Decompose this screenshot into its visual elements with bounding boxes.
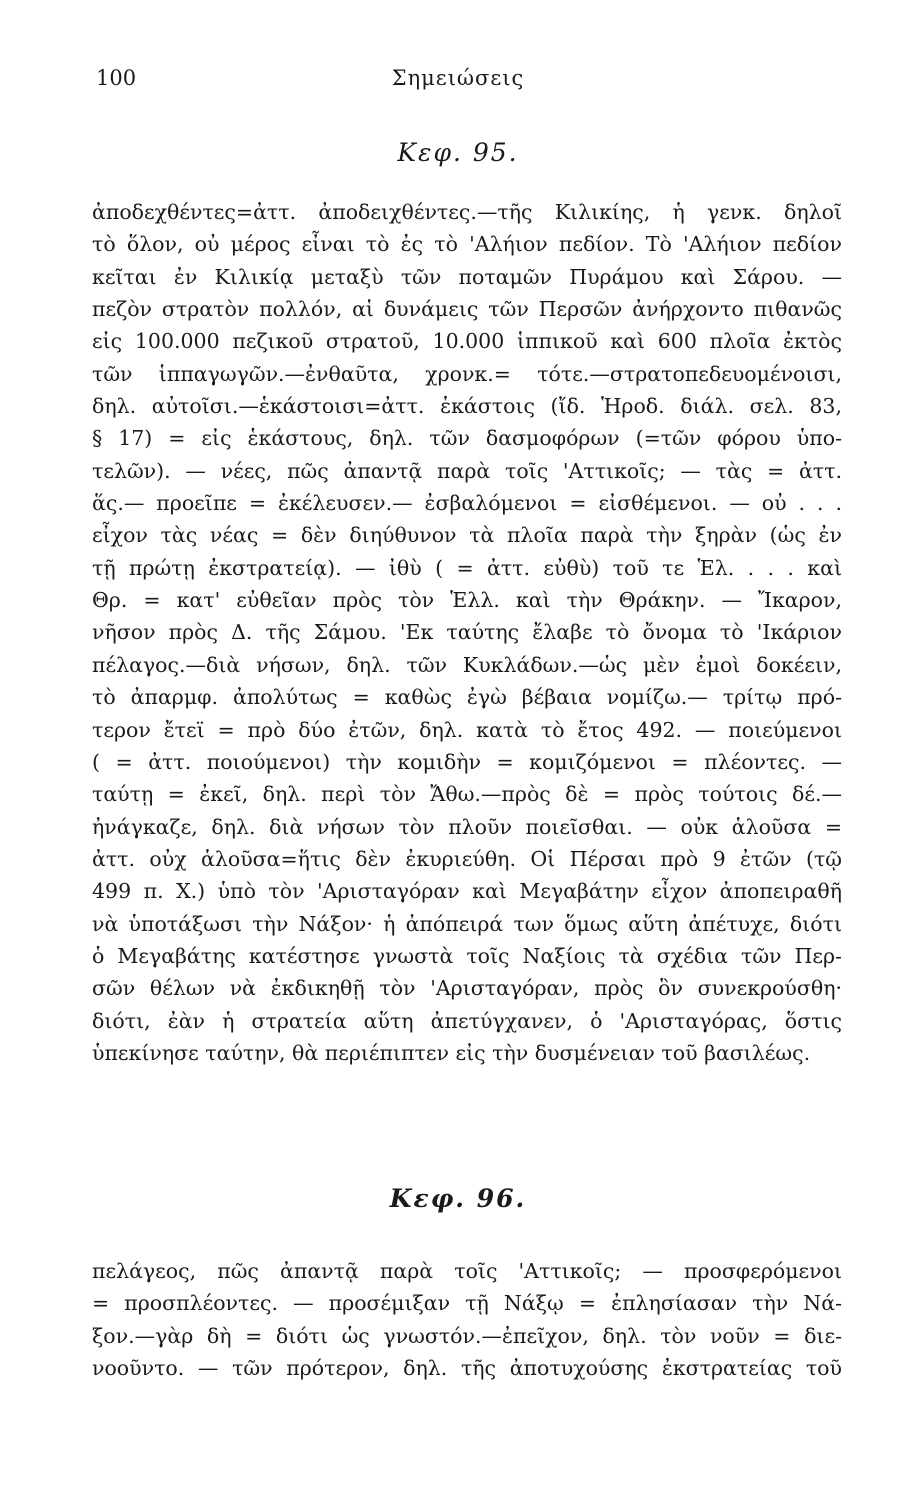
text-line: τὸ ὅλον, οὐ μέρος εἶναι τὸ ἐς τὸ 'Αλήιον πεδίον. Τὸ 'Αλήιον πεδίον: [92, 232, 842, 257]
text-line: τῶν ἱππαγωγῶν.—ἐνθαῦτα, χρονκ.= τότε.—στρατοπεδευομένοισι,: [92, 361, 842, 386]
chapter-heading-96: Κεφ. 96.: [389, 1184, 527, 1213]
text-line: νῆσον πρὸς Δ. τῆς Σάμου. 'Εκ ταύτης ἔλαβε τὸ ὄνομα τὸ 'Ικάριον: [92, 620, 842, 645]
chapter-heading-95: Κεφ. 95.: [397, 138, 519, 167]
text-line: τελῶν). — νέες, πῶς ἀπαντᾷ παρὰ τοῖς 'Αττικοῖς; — τὰς = ἀττ.: [92, 458, 842, 483]
chapter-96-text: [92, 1255, 842, 1384]
text-line: σῶν θέλων νὰ ἐκδικηθῇ τὸν 'Αρισταγόραν, πρὸς ὃν συνεκρούσθη·: [92, 976, 842, 1001]
text-line: ἀποδεχθέντες=ἀττ. ἀποδειχθέντες.—τῆς Κιλικίης, ἡ γενκ. δηλοῖ: [92, 200, 842, 224]
text-line: διότι, ἐὰν ἡ στρατεία αὕτη ἀπετύγχανεν, ὁ 'Αρισταγόρας, ὅστις: [92, 1008, 842, 1033]
text-line: τὸ ἀπαρμφ. ἀπολύτως = καθὼς ἐγὼ βέβαια νομίζω.— τρίτῳ πρό-: [92, 685, 842, 710]
page-number: 100: [96, 66, 137, 90]
text-line: εἶχον τὰς νέας = δὲν διηύθυνον τὰ πλοῖα παρὰ τὴν ξηρὰν (ὡς ἐν: [92, 523, 842, 548]
text-line: ταύτῃ = ἐκεῖ, δηλ. περὶ τὸν Ἄθω.—πρὸς δὲ = πρὸς τούτοις δέ.—: [92, 782, 842, 807]
text-line: ὁ Μεγαβάτης κατέστησε γνωστὰ τοῖς Ναξίοις τὰ σχέδια τῶν Περ-: [92, 943, 842, 968]
chapter-95-text: [92, 196, 842, 1069]
text-line: 499 π. Χ.) ὑπὸ τὸν 'Αρισταγόραν καὶ Μεγαβάτην εἶχον ἀποπειραθῆ: [92, 879, 842, 904]
text-line: ὑπεκίνησε ταύτην, θὰ περιέπιπτεν εἰς τὴν δυσμένειαν τοῦ βασιλέως.: [92, 1040, 811, 1065]
text-line: ἠνάγκαζε, δηλ. διὰ νήσων τὸν πλοῦν ποιεῖσθαι. — οὐκ ἁλοῦσα =: [92, 814, 842, 839]
text-line: νοοῦντο. — τῶν πρότερον, δηλ. τῆς ἀποτυχούσης ἐκστρατείας τοῦ: [92, 1356, 842, 1381]
text-line: πεζὸν στρατὸν πολλόν, αἱ δυνάμεις τῶν Περσῶν ἀνήρχοντο πιθανῶς: [92, 297, 842, 322]
text-line: § 17) = εἰς ἑκάστους, δηλ. τῶν δασμοφόρων (=τῶν φόρου ὑπο-: [92, 426, 842, 451]
text-line: ( = ἀττ. ποιούμενοι) τὴν κομιδὴν = κομιζόμενοι = πλέοντες. —: [92, 749, 842, 774]
text-line: νὰ ὑποτάξωσι τὴν Νάξον· ἡ ἀπόπειρά των ὅμως αὕτη ἀπέτυχε, διότι: [92, 911, 842, 936]
text-line: Θρ. = κατ' εὐθεῖαν πρὸς τὸν Ἑλλ. καὶ τὴν Θράκην. — Ἴκαρον,: [92, 588, 842, 613]
text-line: εἰς 100.000 πεζικοῦ στρατοῦ, 10.000 ἱππικοῦ καὶ 600 πλοῖα ἐκτὸς: [92, 329, 842, 354]
text-line: πελάγεος, πῶς ἀπαντᾷ παρὰ τοῖς 'Αττικοῖς; — προσφερόμενοι: [92, 1259, 842, 1283]
running-head: [96, 66, 820, 96]
running-title: Σημειώσεις: [391, 66, 525, 90]
text-line: ἀττ. οὐχ ἁλοῦσα=ἥτις δὲν ἐκυριεύθη. Οἱ Πέρσαι πρὸ 9 ἐτῶν (τῷ: [92, 846, 842, 871]
text-line: πέλαγος.—διὰ νήσων, δηλ. τῶν Κυκλάδων.—ὡς μὲν ἐμοὶ δοκέειν,: [92, 652, 842, 677]
text-line: δηλ. αὐτοῖσι.—ἑκάστοισι=ἀττ. ἑκάστοις (ἴδ. Ἡροδ. διάλ. σελ. 83,: [92, 394, 842, 419]
text-line: τῇ πρώτῃ ἐκστρατείᾳ). — ἰθὺ ( = ἀττ. εὐθὺ) τοῦ τε Ἑλ. . . . καὶ: [92, 555, 842, 580]
text-line: τερον ἔτεϊ = πρὸ δύο ἐτῶν, δηλ. κατὰ τὸ ἔτος 492. — ποιεύμενοι: [92, 717, 842, 742]
text-line: ἅς.— προεῖπε = ἐκέλευσεν.— ἐσβαλόμενοι = εἰσθέμενοι. — οὐ . . .: [92, 491, 842, 516]
text-line: = προσπλέοντες. — προσέμιξαν τῇ Νάξῳ = ἐπλησίασαν τὴν Νά-: [92, 1291, 842, 1316]
text-line: ξον.—γὰρ δὴ = διότι ὡς γνωστόν.—ἐπεῖχον, δηλ. τὸν νοῦν = διε-: [92, 1323, 842, 1348]
text-line: κεῖται ἐν Κιλικίᾳ μεταξὺ τῶν ποταμῶν Πυράμου καὶ Σάρου. —: [92, 264, 842, 289]
